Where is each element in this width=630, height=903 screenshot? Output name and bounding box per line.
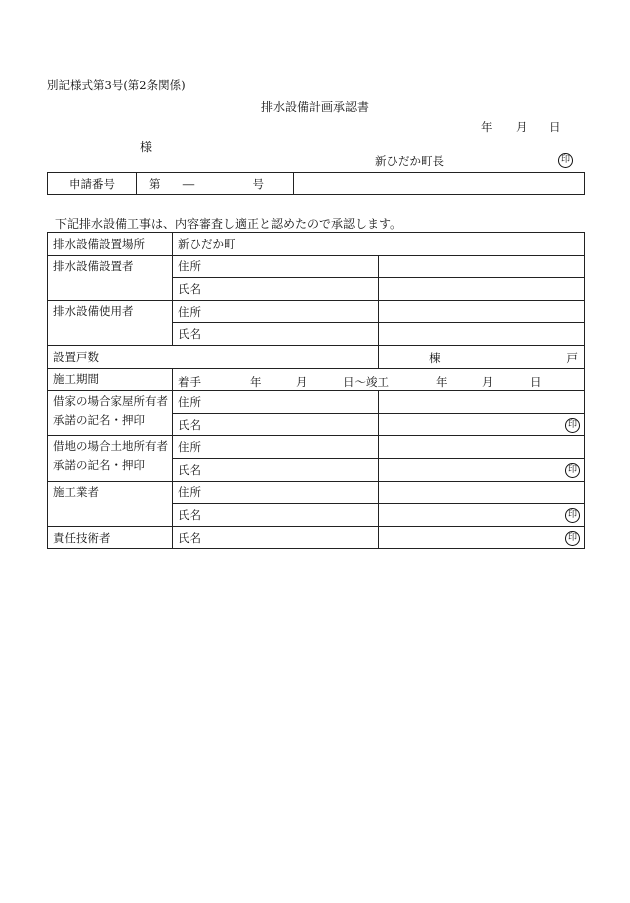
addressee-suffix: 様 bbox=[140, 140, 153, 154]
ko-label: 戸 bbox=[566, 350, 578, 365]
table-row bbox=[48, 233, 585, 256]
seal-icon: 印 bbox=[565, 531, 580, 546]
go-label: 号 bbox=[252, 176, 264, 191]
date-day-label: 日 bbox=[549, 120, 561, 134]
table-row bbox=[48, 391, 585, 414]
user-name-field[interactable] bbox=[379, 323, 585, 346]
installer-label: 排水設備設置者 bbox=[48, 255, 173, 300]
application-number-label: 申請番号 bbox=[48, 173, 137, 195]
house-owner-address-label: 住所 bbox=[173, 391, 379, 414]
application-number-field[interactable] bbox=[137, 173, 294, 195]
house-owner-address-field[interactable] bbox=[379, 391, 585, 414]
engineer-name-label: 氏名 bbox=[173, 526, 379, 549]
table-row bbox=[48, 368, 585, 391]
contractor-address-label: 住所 bbox=[173, 481, 379, 504]
user-address-label: 住所 bbox=[173, 300, 379, 323]
land-owner-name-label: 氏名 bbox=[173, 458, 379, 481]
table-row bbox=[48, 300, 585, 323]
land-owner-name-field[interactable] bbox=[379, 458, 585, 481]
dai-label: 第 bbox=[149, 176, 161, 191]
period-day2-label: 日 bbox=[530, 374, 542, 389]
application-number-table bbox=[47, 172, 585, 195]
seal-icon: 印 bbox=[565, 508, 580, 523]
approval-details-table bbox=[47, 232, 585, 549]
period-month2-label: 月 bbox=[482, 374, 494, 389]
contractor-name-field[interactable] bbox=[379, 504, 585, 527]
units-label: 設置戸数 bbox=[48, 345, 379, 368]
table-row bbox=[48, 345, 585, 368]
date-month-label: 月 bbox=[516, 120, 528, 134]
separator-label: ― bbox=[182, 176, 195, 191]
application-extra-field[interactable] bbox=[294, 173, 585, 195]
installer-address-label: 住所 bbox=[173, 255, 379, 278]
units-field[interactable] bbox=[379, 345, 585, 368]
land-owner-label: 借地の場合土地所有者承諾の記名・押印 bbox=[48, 436, 173, 481]
approval-note: 下記排水設備工事は、内容審査し適正と認めたので承認します。 bbox=[55, 217, 403, 231]
seal-icon: 印 bbox=[565, 418, 580, 433]
period-field[interactable] bbox=[173, 368, 585, 391]
user-name-label: 氏名 bbox=[173, 323, 379, 346]
house-owner-name-label: 氏名 bbox=[173, 413, 379, 436]
period-label: 施工期間 bbox=[48, 368, 173, 391]
period-year2-label: 年 bbox=[436, 374, 448, 389]
user-address-field[interactable] bbox=[379, 300, 585, 323]
contractor-name-label: 氏名 bbox=[173, 504, 379, 527]
contractor-address-field[interactable] bbox=[379, 481, 585, 504]
table-row bbox=[48, 255, 585, 278]
period-start-label: 着手 bbox=[178, 374, 201, 389]
installer-name-label: 氏名 bbox=[173, 278, 379, 301]
table-row bbox=[48, 436, 585, 459]
table-row bbox=[48, 481, 585, 504]
issuer-name: 新ひだか町長 bbox=[375, 154, 444, 168]
engineer-name-field[interactable] bbox=[379, 526, 585, 549]
period-day-completion-label: 日～竣工 bbox=[343, 374, 389, 389]
contractor-label: 施工業者 bbox=[48, 481, 173, 526]
land-owner-address-field[interactable] bbox=[379, 436, 585, 459]
house-owner-name-field[interactable] bbox=[379, 413, 585, 436]
seal-icon: 印 bbox=[558, 153, 573, 168]
installer-address-field[interactable] bbox=[379, 255, 585, 278]
user-label: 排水設備使用者 bbox=[48, 300, 173, 345]
land-owner-address-label: 住所 bbox=[173, 436, 379, 459]
mune-label: 棟 bbox=[429, 350, 441, 365]
location-value[interactable]: 新ひだか町 bbox=[173, 233, 585, 256]
issuer-seal bbox=[558, 153, 573, 168]
house-owner-label: 借家の場合家屋所有者承諾の記名・押印 bbox=[48, 391, 173, 436]
installer-name-field[interactable] bbox=[379, 278, 585, 301]
table-row bbox=[48, 526, 585, 549]
period-month1-label: 月 bbox=[296, 374, 308, 389]
date-year-label: 年 bbox=[481, 120, 493, 134]
form-number: 別記様式第3号(第2条関係) bbox=[47, 78, 186, 92]
location-label: 排水設備設置場所 bbox=[48, 233, 173, 256]
document-title: 排水設備計画承認書 bbox=[260, 100, 369, 114]
seal-icon: 印 bbox=[565, 463, 580, 478]
engineer-label: 責任技術者 bbox=[48, 526, 173, 549]
period-year1-label: 年 bbox=[250, 374, 262, 389]
